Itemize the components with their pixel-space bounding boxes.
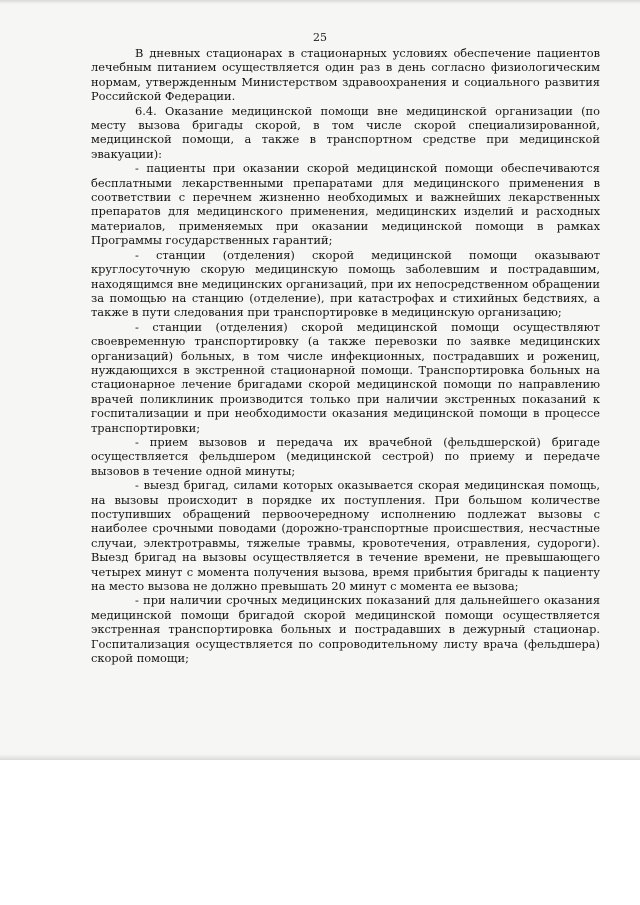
list-item-emergency-hospitalization: - при наличии срочных медицинских показаний для дальнейшего оказания медицинской помощи бригадой скорой медицинской помощи осуществляется экстренная транспортировка больных и пострадавших в дежурный стационар. Госпитализация осуществляется по сопроводительному листу врача (фельдшера) скорой помощи; [91,593,600,666]
paragraph-section-6-4: 6.4. Оказание медицинской помощи вне медицинской организации (по месту вызова бригады скорой, в том числе скорой специализированной, медицинской помощи, а также в транспортном средстве при медицинской эвакуации): [91,103,600,161]
list-item-brigade-dispatch: - выезд бригад, силами которых оказывается скорая медицинская помощь, на вызовы происходит в порядке их поступления. При большом количестве поступивших обращений первоочередному исполнению подлежат вызовы с наиболее срочными поводами (дорожно-транспортные происшествия, несчастные случаи, электротравмы, тяжелые травмы, кровотечения, отравления, судороги). Выезд бригад на вызовы осуществляется в течение времени, не превышающего четырех минут с момента получения вызова, время прибытия бригады к пациенту на место вызова не должно превышать 20 минут с момента ее вызова; [91,478,600,594]
page-number: 25 [313,31,327,44]
list-item-round-the-clock-care: - станции (отделения) скорой медицинской помощи оказывают круглосуточную скорую медицинскую помощь заболевшим и пострадавшим, находящимся вне медицинских организаций, при их непосредственном обращении за помощью на станцию (отделение), при катастрофах и стихийных бедствиях, а также в пути следования при транспортировке в медицинскую организацию; [91,247,600,320]
list-item-call-reception: - прием вызовов и передача их врачебной (фельдшерской) бригаде осуществляется фельдшером (медицинской сестрой) по приему и передаче вызовов в течение одной минуты; [91,434,600,478]
list-item-free-medications: - пациенты при оказании скорой медицинской помощи обеспечиваются бесплатными лекарственными препаратами для медицинского применения в соответствии с перечнем жизненно необходимых и важнейших лекарственных препаратов для медицинского применения, медицинских изделий и расходных материалов, применяемых при оказании медицинской помощи в рамках Программы государственных гарантий; [91,161,600,248]
document-body [91,46,600,665]
list-item-transportation: - станции (отделения) скорой медицинской помощи осуществляют своевременную транспортировку (а также перевозки по заявке медицинских организаций) больных, в том числе инфекционных, пострадавших и рожениц, нуждающихся в экстренной стационарной помощи. Транспортировка больных на стационарное лечение бригадами скорой медицинской помощи по направлению врачей поликлиник производится только при наличии экстренных показаний к госпитализации и при необходимости оказания медицинской помощи в процессе транспортировки; [91,319,600,435]
paragraph-inpatient-nutrition: В дневных стационарах в стационарных условиях обеспечение пациентов лечебным питанием осуществляется один раз в день согласно физиологическим нормам, утвержденным Министерством здравоохранения и социального развития Российской Федерации. [91,46,600,104]
